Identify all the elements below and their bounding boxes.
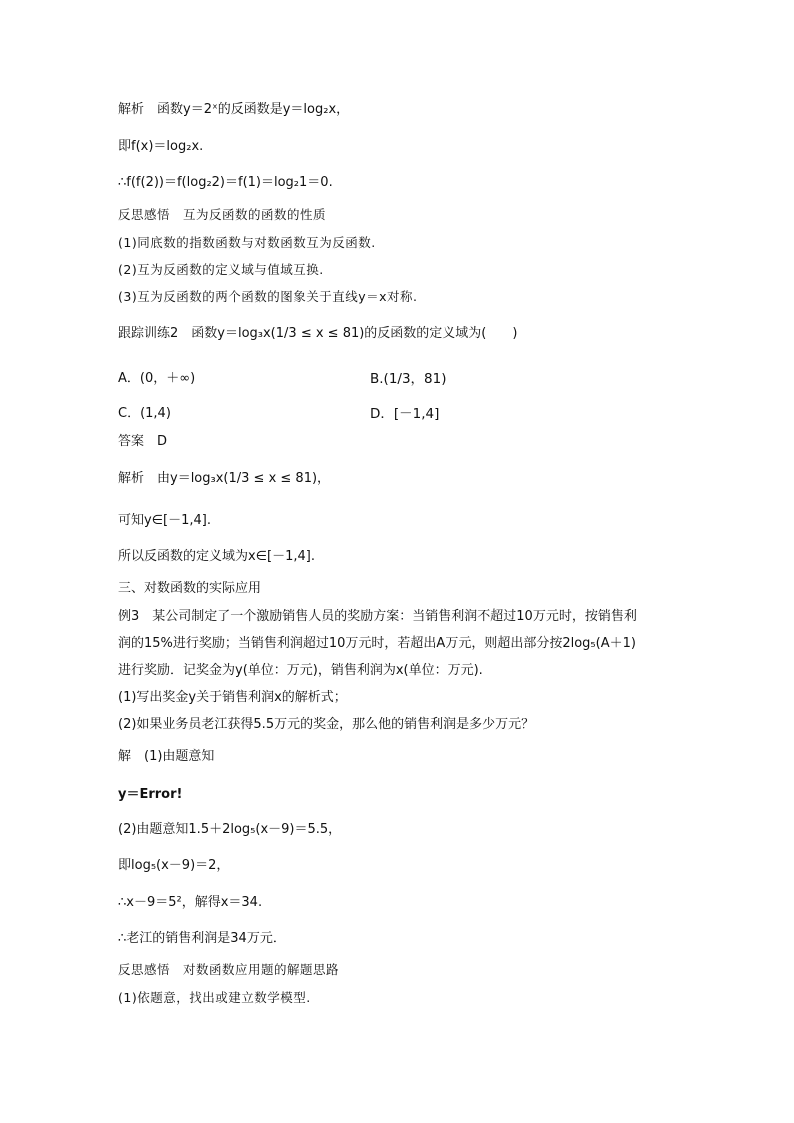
- option-c: C．(1,4): [118, 406, 171, 421]
- reflection-heading-2: 反思感悟 对数函数应用题的解题思路: [118, 962, 340, 977]
- analysis-line-2: 可知y∈[－1,4].: [118, 513, 211, 528]
- section-heading: 三、对数函数的实际应用: [118, 581, 262, 596]
- reflection-step-1: (1)依题意，找出或建立数学模型.: [118, 990, 311, 1005]
- solution-line-3: ∴f(f(2))＝f(log₂2)＝f(1)＝log₂1＝0.: [118, 175, 333, 190]
- answer-line: 答案 D: [118, 434, 168, 449]
- example-line-1: 例3 某公司制定了一个激励销售人员的奖励方案：当销售利润不超过10万元时，按销售利: [118, 609, 637, 624]
- option-a: A．(0，＋∞): [118, 371, 196, 386]
- example-subquestion-2: (2)如果业务员老江获得5.5万元的奖金，那么他的销售利润是多少万元？: [118, 717, 535, 732]
- example-subquestion-1: (1)写出奖金y关于销售利润x的解析式；: [118, 690, 347, 705]
- solution-conclusion: ∴老江的销售利润是34万元．: [118, 931, 286, 946]
- solution-formula: y＝Error!: [118, 787, 183, 802]
- example-line-3: 进行奖励．记奖金为y(单位：万元)，销售利润为x(单位：万元).: [118, 663, 483, 678]
- analysis-line-1: 解析 由y＝log₃x(1/3 ≤ x ≤ 81)，: [118, 471, 331, 486]
- option-d: D．[－1,4]: [370, 406, 440, 422]
- reflection-point-3: (3)互为反函数的两个函数的图象关于直线y＝x对称.: [118, 289, 418, 304]
- analysis-line-3: 所以反函数的定义域为x∈[－1,4].: [118, 549, 315, 564]
- reflection-heading: 反思感悟 互为反函数的函数的性质: [118, 207, 327, 222]
- solution-line-1: 解析 函数y＝2ˣ的反函数是y＝log₂x，: [118, 102, 350, 117]
- practice-question: 跟踪训练2 函数y＝log₃x(1/3 ≤ x ≤ 81)的反函数的定义域为( ): [118, 326, 518, 341]
- solution-heading: 解 (1)由题意知: [118, 749, 215, 764]
- solution-line-2: 即f(x)＝log₂x.: [118, 139, 204, 154]
- reflection-point-1: (1)同底数的指数函数与对数函数互为反函数.: [118, 235, 376, 250]
- reflection-point-2: (2)互为反函数的定义域与值域互换.: [118, 262, 324, 277]
- solution-step-1: (2)由题意知1.5＋2log₅(x－9)＝5.5，: [118, 822, 342, 837]
- example-line-2: 润的15%进行奖励；当销售利润超过10万元时，若超出A万元，则超出部分按2log₅(A＋1): [118, 636, 636, 651]
- option-b: B.(1/3，81): [370, 371, 447, 387]
- solution-step-3: ∴x－9＝5²，解得x＝34.: [118, 895, 263, 910]
- solution-step-2: 即log₅(x－9)＝2，: [118, 858, 230, 873]
